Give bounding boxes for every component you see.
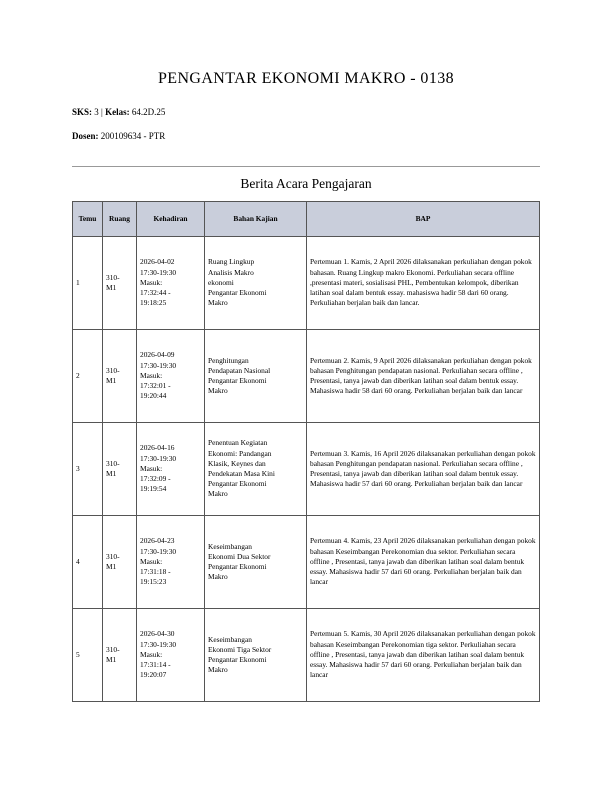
cell-kehadiran: 2026-04-30 17:30-19:30 Masuk: 17:31:14 - 19:20:07	[137, 609, 205, 702]
cell-bahan-kajian: Penentuan Kegiatan Ekonomi: Pandangan Klasik, Keynes dan Pendekatan Masa Kini Pengantar Ekonomi Makro	[205, 423, 307, 516]
column-header-temu: Temu	[73, 202, 103, 237]
cell-ruang: 310- M1	[103, 330, 137, 423]
cell-ruang: 310- M1	[103, 516, 137, 609]
cell-kehadiran: 2026-04-16 17:30-19:30 Masuk: 17:32:09 - 19:19:54	[137, 423, 205, 516]
cell-bap: Pertemuan 2. Kamis, 9 April 2026 dilaksanakan perkuliahan dengan pokok bahasan Penghitungan pendapatan nasional. Perkuliahan secara offline , Presentasi, tanya jawab dan diberikan latihan soal dalam bentuk essay. Mahasiswa hadir 58 dari 60 orang. Perkuliahan berjalan baik dan lancar	[307, 330, 540, 423]
column-header-bap: BAP	[307, 202, 540, 237]
cell-temu: 1	[73, 237, 103, 330]
dosen-label: Dosen:	[72, 131, 99, 141]
bap-table	[72, 201, 540, 702]
meta-separator: |	[101, 107, 103, 117]
column-header-kehadiran: Kehadiran	[137, 202, 205, 237]
cell-bahan-kajian: Ruang Lingkup Analisis Makro ekonomi Pengantar Ekonomi Makro	[205, 237, 307, 330]
cell-ruang: 310- M1	[103, 423, 137, 516]
lecturer-meta	[72, 131, 165, 141]
page-title: PENGANTAR EKONOMI MAKRO - 0138	[157, 70, 455, 87]
cell-temu: 4	[73, 516, 103, 609]
sks-value: 3	[94, 107, 99, 117]
column-header-ruang: Ruang	[103, 202, 137, 237]
table-row	[73, 609, 540, 702]
cell-bap: Pertemuan 4. Kamis, 23 April 2026 dilaksanakan perkuliahan dengan pokok bahasan Keseimbangan Perekonomian dua sektor. Perkuliahan secara offline , Presentasi, tanya jawab dan diberikan latihan soal dalam bentuk essay. Mahasiswa hadir 57 dari 60 orang. Perkuliahan berjalan baik dan lancar	[307, 516, 540, 609]
table-row	[73, 423, 540, 516]
table-row	[73, 237, 540, 330]
kelas-label: Kelas:	[105, 107, 130, 117]
cell-temu: 3	[73, 423, 103, 516]
cell-temu: 5	[73, 609, 103, 702]
cell-bap: Pertemuan 5. Kamis, 30 April 2026 dilaksanakan perkuliahan dengan pokok bahasan Keseimbangan Perekonomian tiga sektor. Perkuliahan secara offline , Presentasi, tanya jawab dan diberikan latihan soal dalam bentuk essay. Mahasiswa hadir 57 dari 60 orang. Perkuliahan berjalan baik dan lancar	[307, 609, 540, 702]
dosen-value: 200109634 - PTR	[100, 131, 166, 141]
cell-ruang: 310- M1	[103, 609, 137, 702]
cell-temu: 2	[73, 330, 103, 423]
divider	[72, 166, 540, 167]
cell-ruang: 310- M1	[103, 237, 137, 330]
table-row	[73, 516, 540, 609]
cell-kehadiran: 2026-04-02 17:30-19:30 Masuk: 17:32:44 - 19:18:25	[137, 237, 205, 330]
table-row	[73, 330, 540, 423]
column-header-bahan-kajian: Bahan Kajian	[205, 202, 307, 237]
section-title: Berita Acara Pengajaran	[240, 176, 372, 191]
table-header-row	[73, 202, 540, 237]
cell-bap: Pertemuan 3. Kamis, 16 April 2026 dilaksanakan perkuliahan dengan pokok bahasan Penghitungan pendapatan nasional. Perkuliahan secara offline , Presentasi, tanya jawab dan diberikan latihan soal dalam bentuk essay. Mahasiswa hadir 57 dari 60 orang. Perkuliahan berjalan baik dan lancar	[307, 423, 540, 516]
cell-bahan-kajian: Penghitungan Pendapatan Nasional Pengantar Ekonomi Makro	[205, 330, 307, 423]
course-meta	[72, 107, 165, 117]
kelas-value: 64.2D.25	[131, 107, 166, 117]
sks-label: SKS:	[72, 107, 93, 117]
cell-kehadiran: 2026-04-23 17:30-19:30 Masuk: 17:31:18 - 19:15:23	[137, 516, 205, 609]
cell-bap: Pertemuan 1. Kamis, 2 April 2026 dilaksanakan perkuliahan dengan pokok bahasan. Ruang Lingkup makro Ekonomi. Perkuliahan secara offline ,presentasi materi, sosialisasi PHL, Pembentukan kelompok, diberikan latihan soal dalam bentuk essay. mahasiswa hadir 58 dari 60 orang. Perkuliahan berjalan baik dan lancar.	[307, 237, 540, 330]
cell-kehadiran: 2026-04-09 17:30-19:30 Masuk: 17:32:01 - 19:20:44	[137, 330, 205, 423]
cell-bahan-kajian: Keseimbangan Ekonomi Tiga Sektor Pengantar Ekonomi Makro	[205, 609, 307, 702]
cell-bahan-kajian: Keseimbangan Ekonomi Dua Sektor Pengantar Ekonomi Makro	[205, 516, 307, 609]
